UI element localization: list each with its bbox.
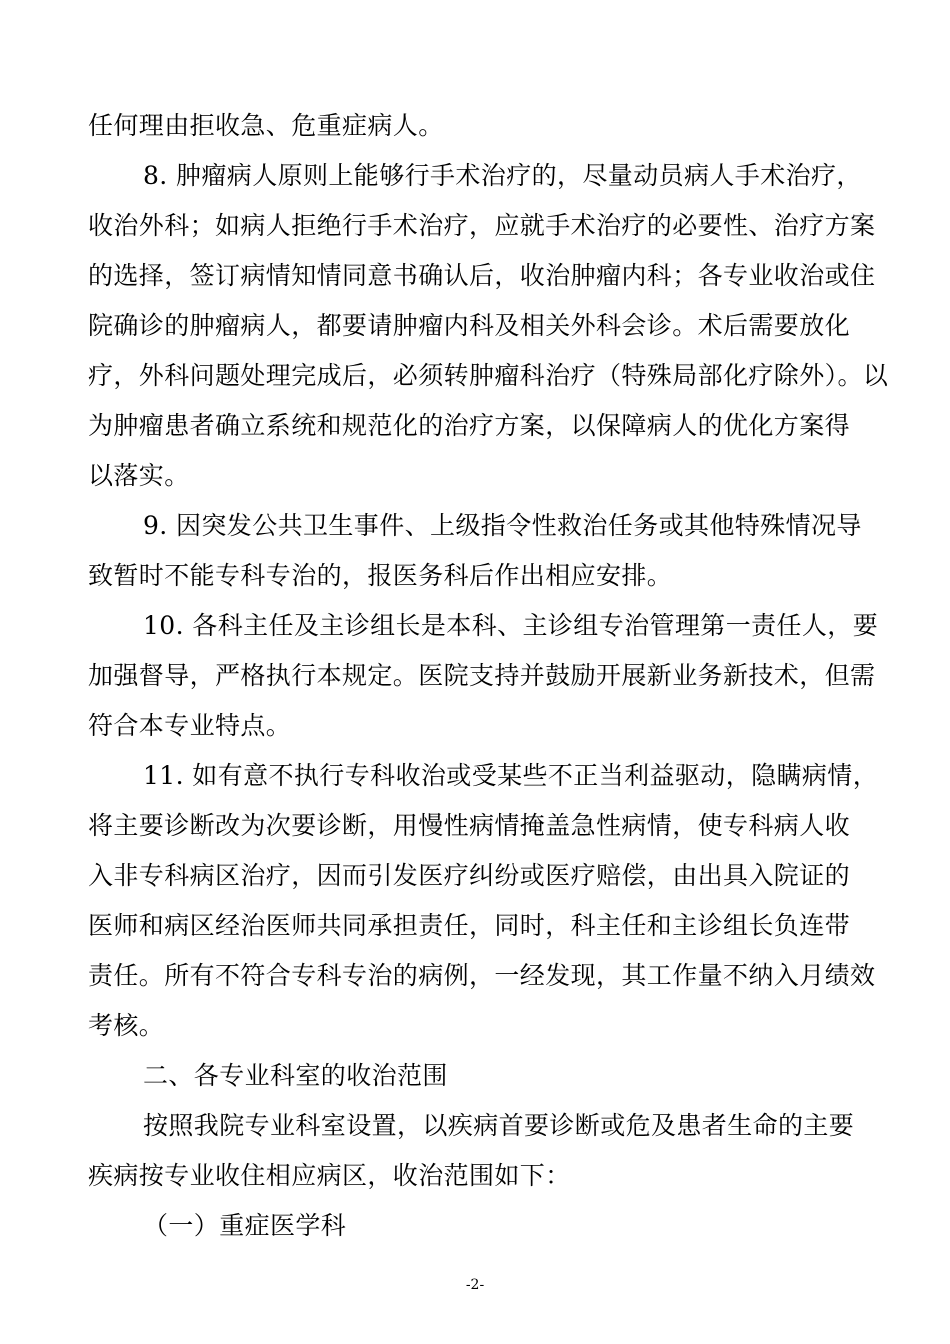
paragraph-line: 的选择，签订病情知情同意书确认后，收治肿瘤内科；各专业收治或住 xyxy=(88,261,876,290)
paragraph-line: 为肿瘤患者确立系统和规范化的治疗方案，以保障病人的优化方案得 xyxy=(88,411,851,440)
paragraph-line: 8. 肿瘤病人原则上能够行手术治疗的，尽量动员病人手术治疗， xyxy=(143,161,862,190)
section-heading: 二、各专业科室的收治范围 xyxy=(143,1061,448,1090)
paragraph-line: 以落实。 xyxy=(88,461,190,490)
paragraph-line: 考核。 xyxy=(88,1011,165,1040)
paragraph-line: 致暂时不能专科专治的，报医务科后作出相应安排。 xyxy=(88,561,673,590)
paragraph-line: 9. 因突发公共卫生事件、上级指令性救治任务或其他特殊情况导 xyxy=(143,511,862,540)
paragraph-line: 入非专科病区治疗，因而引发医疗纠纷或医疗赔偿，由出具入院证的 xyxy=(88,861,851,890)
paragraph-line: 任何理由拒收急、危重症病人。 xyxy=(88,111,444,140)
paragraph-line: 疾病按专业收住相应病区，收治范围如下： xyxy=(88,1161,571,1190)
paragraph-line: 院确诊的肿瘤病人，都要请肿瘤内科及相关外科会诊。术后需要放化 xyxy=(88,311,851,340)
paragraph-line: 责任。所有不符合专科专治的病例，一经发现，其工作量不纳入月绩效 xyxy=(88,961,876,990)
subsection-heading: （一）重症医学科 xyxy=(143,1211,347,1240)
paragraph-line: 10. 各科主任及主诊组长是本科、主诊组专治管理第一责任人，要 xyxy=(143,611,879,640)
paragraph-line: 医师和病区经治医师共同承担责任，同时，科主任和主诊组长负连带 xyxy=(88,911,851,940)
paragraph-line: 符合本专业特点。 xyxy=(88,711,292,740)
paragraph-line: 收治外科；如病人拒绝行手术治疗，应就手术治疗的必要性、治疗方案 xyxy=(88,211,876,240)
paragraph-line: 加强督导，严格执行本规定。医院支持并鼓励开展新业务新技术，但需 xyxy=(88,661,876,690)
page-number: -2- xyxy=(465,1277,485,1293)
paragraph-line: 疗，外科问题处理完成后，必须转肿瘤科治疗（特殊局部化疗除外）。以 xyxy=(88,361,889,390)
paragraph-line: 11. 如有意不执行专科收治或受某些不正当利益驱动，隐瞒病情， xyxy=(143,761,879,790)
paragraph-line: 将主要诊断改为次要诊断，用慢性病情掩盖急性病情，使专科病人收 xyxy=(88,811,851,840)
paragraph-line: 按照我院专业科室设置，以疾病首要诊断或危及患者生命的主要 xyxy=(143,1111,855,1140)
